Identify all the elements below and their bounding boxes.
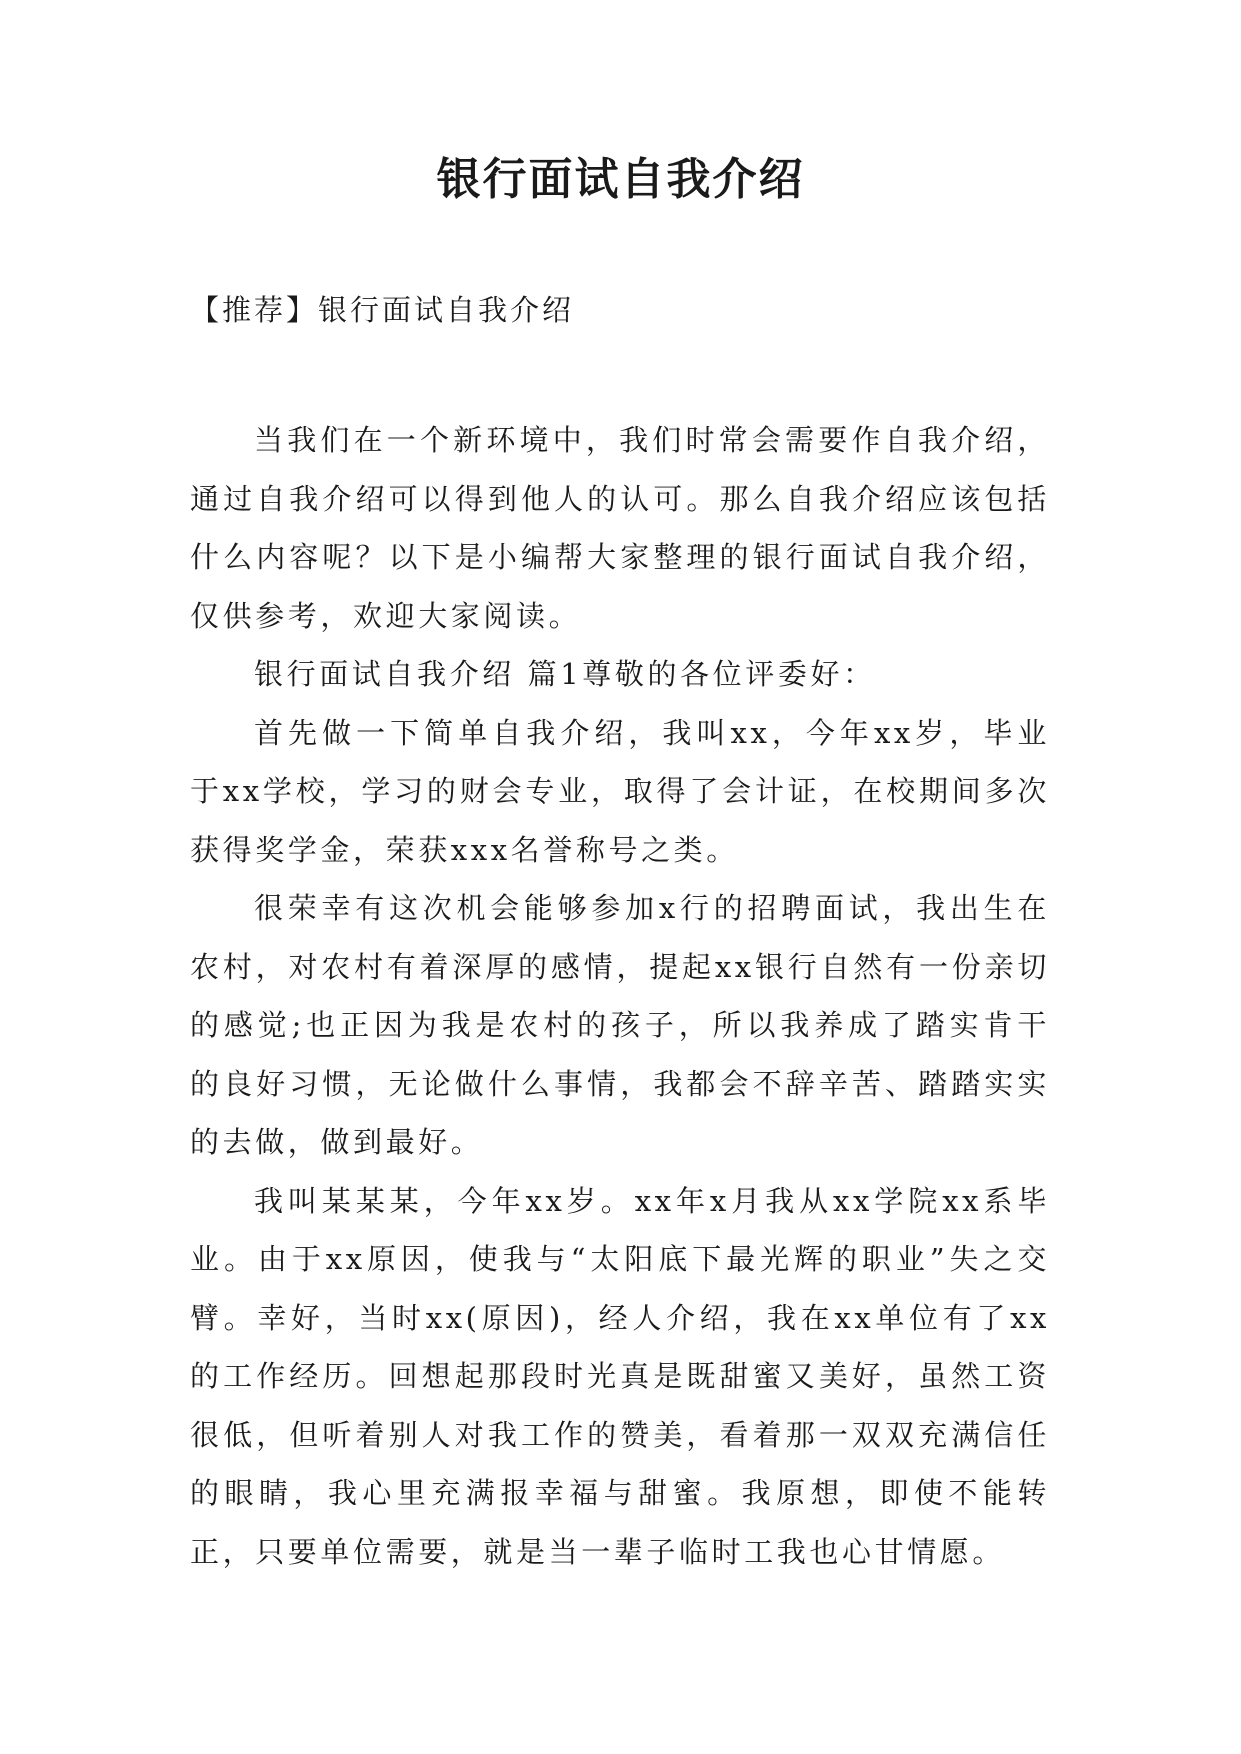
document-body: [190, 411, 1050, 1581]
document-subtitle: 【推荐】银行面试自我介绍: [190, 293, 575, 327]
paragraph-intro: 当我们在一个新环境中，我们时常会需要作自我介绍，通过自我介绍可以得到他人的认可。那么自我介绍应该包括什么内容呢？以下是小编帮大家整理的银行面试自我介绍，仅供参考，欢迎大家阅读。: [190, 423, 1050, 633]
document-title: 银行面试自我介绍: [436, 154, 805, 205]
paragraph-section-heading: 银行面试自我介绍 篇1尊敬的各位评委好：: [254, 657, 876, 691]
paragraph-experience: 我叫某某某，今年xx岁。xx年x月我从xx学院xx系毕业。由于xx原因，使我与“太阳底下最光辉的职业”失之交臂。幸好，当时xx(原因)，经人介绍，我在xx单位有了xx的工作经历。回想起那段时光真是既甜蜜又美好，虽然工资很低，但听着别人对我工作的赞美，看着那一双双充满信任的眼睛，我心里充满报幸福与甜蜜。我原想，即使不能转正，只要单位需要，就是当一辈子临时工我也心甘情愿。: [190, 1183, 1050, 1569]
paragraph-opportunity: 很荣幸有这次机会能够参加x行的招聘面试，我出生在农村，对农村有着深厚的感情，提起xx银行自然有一份亲切的感觉;也正因为我是农村的孩子，所以我养成了踏实肯干的良好习惯，无论做什么事情，我都会不辞辛苦、踏踏实实的去做，做到最好。: [190, 891, 1050, 1159]
paragraph-self-intro: 首先做一下简单自我介绍，我叫xx，今年xx岁，毕业于xx学校，学习的财会专业，取得了会计证，在校期间多次获得奖学金，荣获xxx名誉称号之类。: [190, 715, 1050, 867]
